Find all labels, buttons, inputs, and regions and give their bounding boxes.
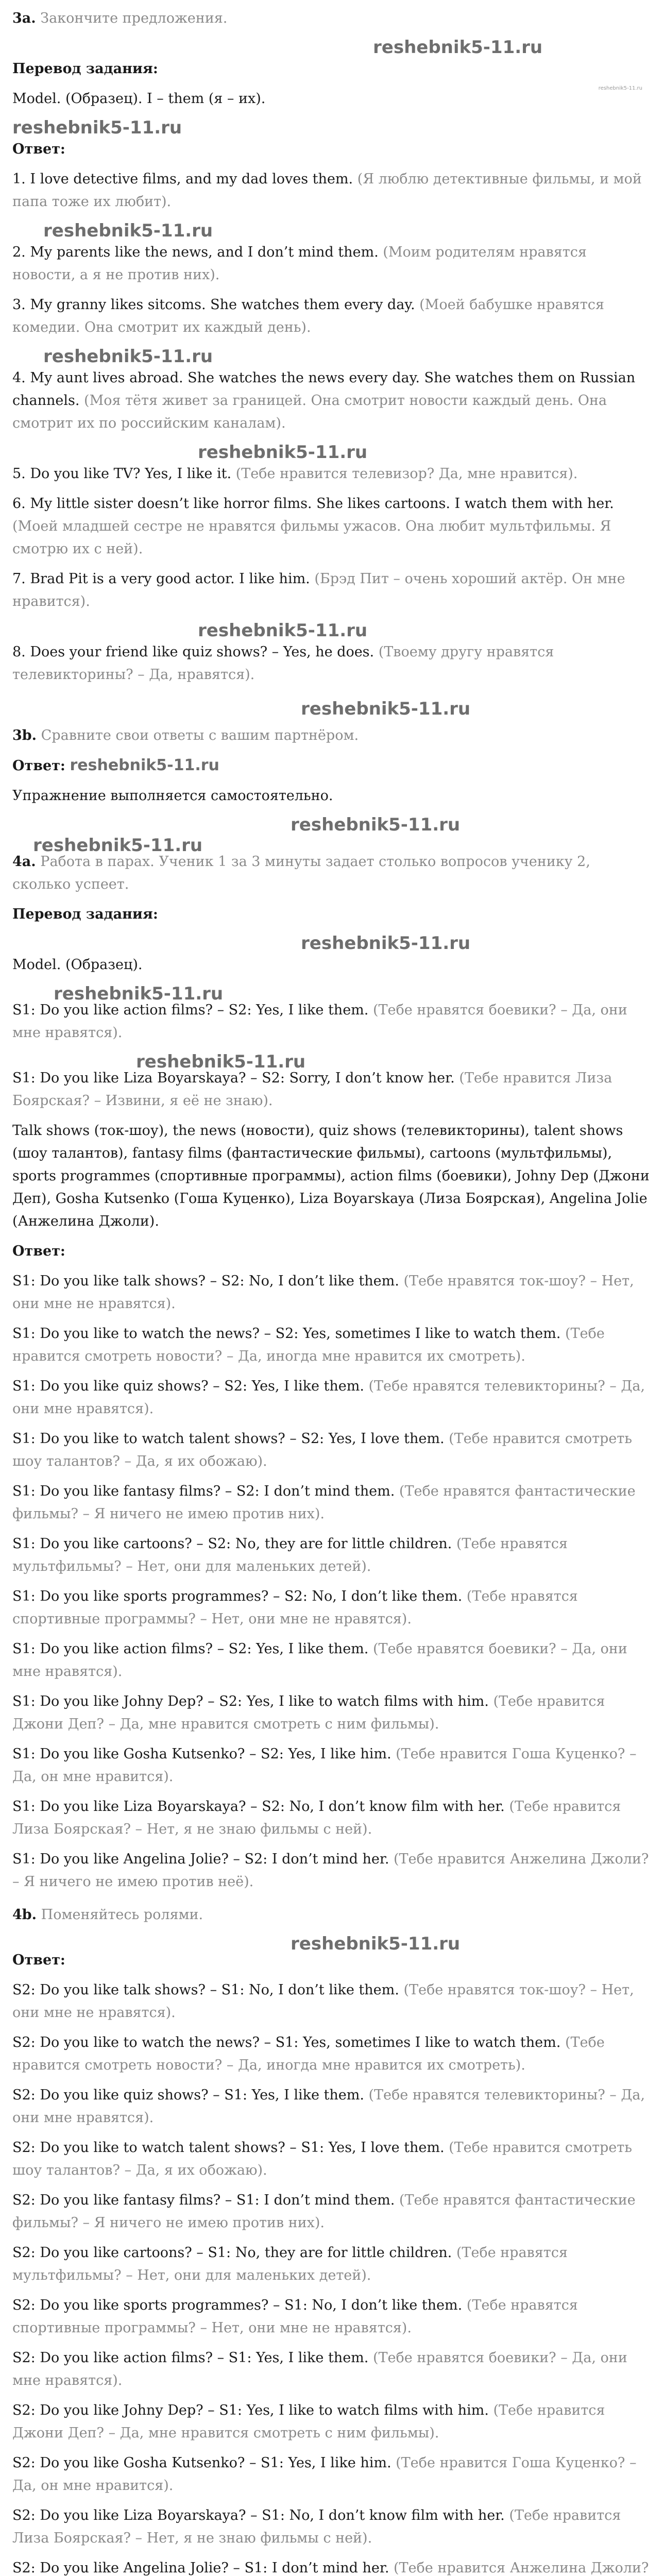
answer-ru: (Тебе нравится Гоша Куценко? – Да, он мне нравится). (12, 2455, 637, 2494)
task-text: Закончите предложения. (40, 10, 228, 26)
answer-ru: (Моя тётя живет за границей. Она смотрит новости каждый день. Она смотрит их по российским каналам). (12, 393, 607, 431)
answer-label: Ответ: (12, 1952, 65, 1968)
answer-item (12, 1638, 651, 1683)
task-text: Поменяйтесь ролями. (41, 1907, 203, 1923)
answer-en: S2: Do you like action films? – S1: Yes, I like them. (12, 2350, 369, 2366)
watermark: reshebnik5-11.ru (43, 221, 213, 241)
answer-ru: (Тебе нравятся мультфильмы? – Нет, они для маленьких детей). (12, 2245, 568, 2283)
model-ru: (Тебе нравится Лиза Боярская? – Извини, я её не знаю). (12, 1070, 613, 1109)
answer-ru: (Тебе нравятся боевики? – Да, они мне нравятся). (12, 1641, 627, 1680)
answer-en: S2: Do you like to watch the news? – S1: Yes, sometimes I like to watch them. (12, 2035, 561, 2050)
answer-en: S1: Do you like to watch the news? – S2: Yes, sometimes I like to watch them. (12, 1326, 561, 1342)
model-example (12, 999, 651, 1044)
answer-ru: (Тебе нравятся телевикторины? – Да, они мне нравятся). (12, 2087, 645, 2126)
answer-ru: (Тебе нравится смотреть новости? – Да, иногда мне нравится их смотреть). (12, 1326, 605, 1364)
watermark: reshebnik5-11.ru (54, 984, 224, 1004)
watermark-row (12, 221, 651, 241)
answer-label: Ответ: (12, 141, 65, 157)
answer-ru: (Тебе нравится смотреть шоу талантов? – Да, я их обожаю). (12, 1431, 632, 1469)
answer-item (12, 568, 651, 613)
answer-ru: (Тебе нравятся ток-шоу? – Нет, они мне не нравятся). (12, 1273, 634, 1312)
answer-en: S1: Do you like action films? – S2: Yes, I like them. (12, 1641, 369, 1657)
answer-en: S2: Do you like Gosha Kutsenko? – S1: Yes, I like him. (12, 2455, 392, 2471)
answer-en: S1: Do you like fantasy films? – S2: I don’t mind them. (12, 1483, 395, 1499)
answer-item (12, 2189, 651, 2234)
answer-item (12, 2452, 651, 2497)
watermark-row (12, 1934, 651, 1954)
watermark-row (12, 1052, 651, 1072)
task-text: Сравните свои ответы с вашим партнёром. (41, 727, 359, 743)
watermark-row (12, 699, 651, 719)
answer-en: S2: Do you like sports programmes? – S1: No, I don’t like them. (12, 2297, 463, 2313)
answer-item (12, 241, 651, 286)
watermark-row (12, 984, 651, 1004)
translation-label: Перевод задания: (12, 906, 158, 922)
answer-ru: (Тебе нравится смотреть новости? – Да, иногда мне нравится их смотреть). (12, 2035, 605, 2073)
model-en: S1: Do you like Liza Boyarskaya? – S2: Sorry, I don’t know her. (12, 1070, 455, 1086)
model-line: Model. (Образец). I – them (я – их). (12, 91, 266, 107)
answer-en: S2: Do you like Liza Boyarskaya? – S1: No, I don’t know film with her. (12, 2507, 505, 2523)
answer-item (12, 1270, 651, 1315)
answer-item (12, 294, 651, 339)
answer-item (12, 1323, 651, 1368)
translation-label: Перевод задания: (12, 61, 158, 77)
answer-item (12, 2504, 651, 2550)
answer-item (12, 2399, 651, 2445)
watermark-row (12, 346, 651, 367)
answer-ru: (Тебе нравится Анжелина Джоли? – Я ничего не имею против неё). (12, 1851, 649, 1890)
answer-item (12, 2031, 651, 2077)
vocabulary-list: Talk shows (ток-шоу), the news (новости), quiz shows (телевикторины), talent shows (шоу талантов), fantasy films (фантастические фильмы), cartoons (мультфильмы), sports programmes (спортивные программы), action films (боевики), Johny Dep (Джони Деп), Gosha Kutsenko (Гоша Куценко), Liza Boyarskaya (Лиза Боярская), Angelina Jolie (Анжелина Джоли). (12, 1123, 650, 1229)
watermark-row (12, 815, 651, 835)
answer-item (12, 1795, 651, 1841)
exercise-3a-answers (12, 168, 651, 686)
model-ru: (Тебе нравятся боевики? – Да, они мне нравятся). (12, 1002, 627, 1041)
task-text: Работа в парах. Ученик 1 за 3 минуты задает столько вопросов ученику 2, сколько успеет. (12, 854, 590, 892)
answer-item (12, 367, 651, 435)
answer-ru: (Тебе нравится телевизор? Да, мне нравится). (235, 466, 578, 482)
answer-item (12, 1743, 651, 1788)
answer-ru: (Тебе нравятся фантастические фильмы? – Я ничего не имею против них). (12, 2192, 636, 2231)
answer-ru: (Моей бабушке нравятся комедии. Она смотрит их каждый день). (12, 297, 604, 335)
exercise-4a-answers (12, 1270, 651, 1893)
answer-en: S1: Do you like to watch talent shows? – S2: Yes, I love them. (12, 1431, 445, 1447)
watermark-row (12, 933, 651, 954)
answer-en: 7. Brad Pit is a very good actor. I like him. (12, 571, 310, 587)
exercise-4a-task (12, 851, 651, 896)
answer-ru: (Тебе нравится Лиза Боярская? – Нет, я не знаю фильмы с ней). (12, 1799, 621, 1837)
answer-item (12, 1428, 651, 1473)
watermark: reshebnik5-11.ru (198, 620, 368, 641)
answer-item (12, 2084, 651, 2129)
answer-en: 1. I love detective films, and my dad loves them. (12, 171, 353, 187)
answer-en: S1: Do you like Gosha Kutsenko? – S2: Yes, I like him. (12, 1746, 392, 1762)
answer-label: Ответ: (12, 758, 65, 774)
answer-item (12, 1480, 651, 1526)
answer-en: 3. My granny likes sitcoms. She watches them every day. (12, 297, 415, 313)
answer-en: S2: Do you like cartoons? – S1: No, they are for little children. (12, 2245, 452, 2261)
answer-item (12, 1979, 651, 2024)
answer-en: 6. My little sister doesn’t like horror films. She likes cartoons. I watch them with her. (12, 496, 614, 512)
watermark-row (12, 835, 651, 856)
answer-en: S1: Do you like Liza Boyarskaya? – S2: No, I don’t know film with her. (12, 1799, 505, 1815)
watermark-row (12, 117, 651, 138)
answer-item (12, 2347, 651, 2392)
answer-ru: (Тебе нравится Анжелина Джоли? (394, 2560, 649, 2576)
model-line: Model. (Образец). (12, 957, 143, 973)
watermark: reshebnik5-11.ru (70, 756, 219, 774)
exercise-number: 3a. (12, 10, 36, 26)
answer-ru: (Тебе нравится Лиза Боярская? – Нет, я не знаю фильмы с ней). (12, 2507, 621, 2546)
watermark: reshebnik5-11.ru (291, 1934, 461, 1954)
answer-item (12, 2557, 651, 2576)
watermark: reshebnik5-11.ru (12, 117, 182, 138)
answer-label-row (12, 754, 651, 777)
answer-ru: (Моим родителям нравятся новости, а я не против них). (12, 244, 587, 283)
watermark-row (12, 37, 651, 58)
answer-ru: (Тебе нравятся мультфильмы? – Нет, они для маленьких детей). (12, 1536, 568, 1574)
small-watermark: reshebnik5-11.ru (598, 86, 642, 91)
watermark: reshebnik5-11.ru (136, 1052, 306, 1072)
watermark: reshebnik5-11.ru (373, 37, 543, 58)
watermark: reshebnik5-11.ru (301, 933, 471, 954)
answer-en: 5. Do you like TV? Yes, I like it. (12, 466, 232, 482)
answer-item (12, 1533, 651, 1578)
exercise-number: 4a. (12, 854, 36, 870)
answer-ru: (Тебе нравятся ток-шоу? – Нет, они мне не нравятся). (12, 1982, 634, 2021)
exercise-number: 4b. (12, 1907, 37, 1923)
answer-ru: (Я люблю детективные фильмы, и мой папа тоже их любит). (12, 171, 642, 210)
answer-item (12, 1848, 651, 1893)
answer-item (12, 463, 651, 485)
watermark: reshebnik5-11.ru (198, 442, 368, 463)
answer-item (12, 641, 651, 686)
model-en: S1: Do you like action films? – S2: Yes, I like them. (12, 1002, 369, 1018)
answer-ru: (Тебе нравятся спортивные программы? – Нет, они мне не нравятся). (12, 2297, 578, 2336)
answer-en: S1: Do you like quiz shows? – S2: Yes, I like them. (12, 1378, 364, 1394)
answer-en: 8. Does your friend like quiz shows? – Yes, he does. (12, 644, 375, 660)
answer-text: Упражнение выполняется самостоятельно. (12, 788, 333, 804)
answer-ru: (Тебе нравятся спортивные программы? – Нет, они мне не нравятся). (12, 1588, 578, 1627)
answer-item (12, 1585, 651, 1631)
answer-en: S2: Do you like Angelina Jolie? – S1: I don’t mind her. (12, 2560, 389, 2576)
exercise-number: 3b. (12, 727, 37, 743)
answer-ru: (Тебе нравятся боевики? – Да, они мне нравятся). (12, 2350, 627, 2388)
answer-item (12, 493, 651, 561)
answer-en: S1: Do you like sports programmes? – S2: No, I don’t like them. (12, 1588, 463, 1604)
answer-en: 4. My aunt lives abroad. She watches the news every day. She watches them on Russian channels. (12, 370, 636, 409)
watermark: reshebnik5-11.ru (33, 835, 203, 856)
watermark: reshebnik5-11.ru (43, 346, 213, 367)
exercise-3a-task (12, 7, 651, 30)
exercise-4b-answers (12, 1979, 651, 2576)
answer-en: S1: Do you like talk shows? – S2: No, I don’t like them. (12, 1273, 399, 1289)
watermark-row (12, 620, 651, 641)
answer-label: Ответ: (12, 1243, 65, 1259)
watermark-row (12, 442, 651, 463)
answer-ru: (Брэд Пит – очень хороший актёр. Он мне нравится). (12, 571, 625, 609)
exercise-3b-task (12, 724, 651, 747)
answer-en: S2: Do you like quiz shows? – S1: Yes, I like them. (12, 2087, 364, 2103)
answer-item (12, 1690, 651, 1736)
answer-en: 2. My parents like the news, and I don’t mind them. (12, 244, 379, 260)
answer-ru: (Тебе нравится Джони Деп? – Да, мне нравится смотреть с ним фильмы). (12, 2402, 605, 2441)
answer-item (12, 2294, 651, 2340)
model-example (12, 1067, 651, 1112)
answer-en: S1: Do you like Angelina Jolie? – S2: I don’t mind her. (12, 1851, 389, 1867)
answer-ru: (Моей младшей сестре не нравятся фильмы ужасов. Она любит мультфильмы. Я смотрю их с ней). (12, 518, 611, 557)
answer-en: S1: Do you like Johny Dep? – S2: Yes, I like to watch films with him. (12, 1693, 489, 1709)
watermark: reshebnik5-11.ru (291, 815, 461, 835)
answer-en: S2: Do you like talk shows? – S1: No, I don’t like them. (12, 1982, 399, 1998)
answer-item (12, 2137, 651, 2182)
answer-en: S2: Do you like to watch talent shows? – S1: Yes, I love them. (12, 2140, 445, 2156)
answer-ru: (Тебе нравятся телевикторины? – Да, они мне нравятся). (12, 1378, 645, 1417)
answer-en: S2: Do you like fantasy films? – S1: I don’t mind them. (12, 2192, 395, 2208)
answer-item (12, 168, 651, 213)
answer-ru: (Тебе нравятся фантастические фильмы? – Я ничего не имею против них). (12, 1483, 636, 1522)
answer-ru: (Тебе нравится Джони Деп? – Да, мне нравится смотреть с ним фильмы). (12, 1693, 605, 1732)
answer-ru: (Тебе нравится Гоша Куценко? – Да, он мне нравится). (12, 1746, 637, 1785)
answer-en: S1: Do you like cartoons? – S2: No, they are for little children. (12, 1536, 452, 1552)
watermark: reshebnik5-11.ru (301, 699, 471, 719)
exercise-4b-task (12, 1904, 651, 1926)
answer-ru: (Тебе нравится смотреть шоу талантов? – Да, я их обожаю). (12, 2140, 632, 2178)
answer-en: S2: Do you like Johny Dep? – S1: Yes, I like to watch films with him. (12, 2402, 489, 2418)
answer-item (12, 1375, 651, 1420)
answer-item (12, 2242, 651, 2287)
answer-ru: (Твоему другу нравятся телевикторины? – Да, нравятся). (12, 644, 554, 683)
